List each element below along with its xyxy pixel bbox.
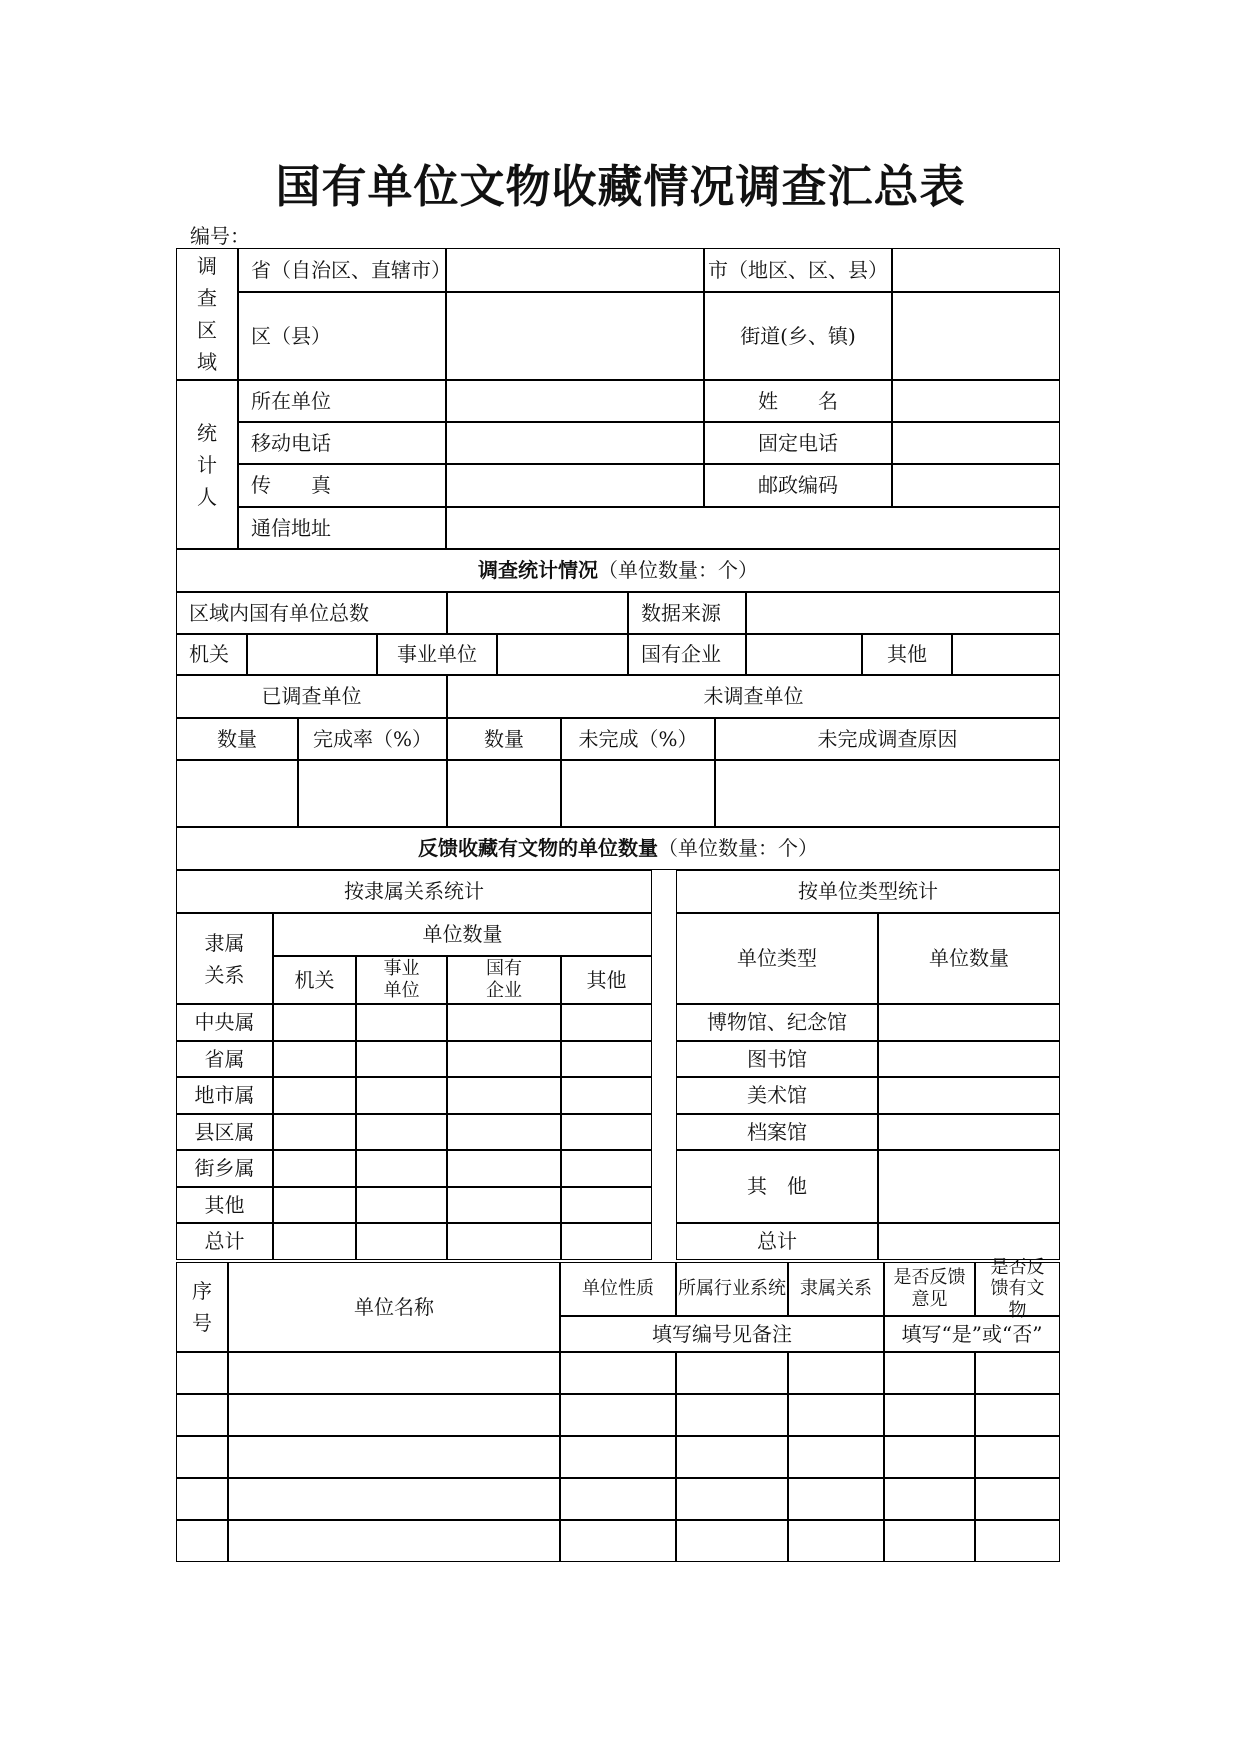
- institution-field[interactable]: [497, 634, 628, 675]
- row-label-central: 中央属: [176, 1004, 273, 1041]
- affiliation-count-cell[interactable]: [356, 1114, 447, 1150]
- listing-cell[interactable]: [560, 1394, 676, 1436]
- by-type-header: 按单位类型统计: [676, 870, 1060, 913]
- data-source-field[interactable]: [746, 592, 1060, 634]
- affiliation-col-header: 隶属关系: [788, 1262, 884, 1316]
- by-affiliation-header: 按隶属关系统计: [176, 870, 652, 913]
- listing-cell[interactable]: [884, 1520, 975, 1562]
- listing-cell[interactable]: [975, 1478, 1060, 1520]
- feedback-heading: [176, 827, 1060, 870]
- affiliation-count-cell[interactable]: [447, 1150, 561, 1187]
- unit-count-header: 单位数量: [273, 913, 652, 956]
- type-museum-label: 博物馆、纪念馆: [676, 1004, 878, 1041]
- feedback-heading-unit: （单位数量：个）: [658, 836, 818, 860]
- unit-count2-header: 单位数量: [878, 913, 1060, 1004]
- seq-header: [176, 1262, 228, 1352]
- row-label-provincial: 省属: [176, 1041, 273, 1077]
- affiliation-count-cell[interactable]: [561, 1150, 652, 1187]
- incomplete-rate-header: 未完成（%）: [561, 718, 715, 760]
- col-enterprise-header: [447, 956, 561, 1004]
- listing-cell[interactable]: [975, 1352, 1060, 1394]
- feedback-opinion-header: 是否反馈意见: [884, 1262, 975, 1316]
- listing-cell[interactable]: [884, 1352, 975, 1394]
- organ-field[interactable]: [247, 634, 377, 675]
- unit-nature-header: 单位性质: [560, 1262, 676, 1316]
- region-label-char: 查: [197, 286, 217, 310]
- listing-cell[interactable]: [788, 1352, 884, 1394]
- affiliation-count-cell[interactable]: [447, 1041, 561, 1077]
- statistician-label-char: 人: [197, 484, 217, 509]
- region-label: [176, 248, 238, 380]
- affiliation-count-cell[interactable]: [447, 1187, 561, 1223]
- affiliation-count-cell[interactable]: [356, 1077, 447, 1114]
- affiliation-count-cell[interactable]: [447, 1077, 561, 1114]
- affiliation-count-cell[interactable]: [356, 1150, 447, 1187]
- statistician-label: [176, 380, 238, 549]
- unit-type-header: 单位类型: [676, 913, 878, 1004]
- listing-cell[interactable]: [176, 1478, 228, 1520]
- city-field[interactable]: [892, 248, 1060, 292]
- city-label: 市（地区、区、县）: [704, 248, 892, 292]
- street-field[interactable]: [892, 292, 1060, 380]
- address-field[interactable]: [446, 507, 1060, 549]
- unit-label: 所在单位: [238, 380, 446, 422]
- affiliation-count-cell[interactable]: [356, 1187, 447, 1223]
- mobile-field[interactable]: [446, 422, 704, 464]
- unit-field[interactable]: [446, 380, 704, 422]
- listing-cell[interactable]: [176, 1436, 228, 1478]
- type-art-gallery-field[interactable]: [878, 1077, 1060, 1114]
- affiliation-count-cell[interactable]: [356, 1004, 447, 1041]
- row-label-other: 其他: [176, 1187, 273, 1223]
- unsurveyed-qty-field[interactable]: [447, 760, 561, 827]
- surveyed-qty-header: 数量: [176, 718, 298, 760]
- region-label-char: 域: [197, 350, 217, 374]
- affiliation-count-cell[interactable]: [561, 1223, 652, 1260]
- affiliation-count-cell[interactable]: [447, 1223, 561, 1260]
- listing-cell[interactable]: [884, 1436, 975, 1478]
- col-enterprise-line: 企业: [486, 980, 522, 1001]
- statistician-label-char: 计: [197, 452, 217, 477]
- listing-cell[interactable]: [176, 1520, 228, 1562]
- listing-cell[interactable]: [228, 1478, 560, 1520]
- completion-rate-header: 完成率（%）: [298, 718, 447, 760]
- statistician-label-char: 统: [197, 420, 217, 445]
- row-label-street: 街乡属: [176, 1150, 273, 1187]
- survey-heading: [176, 549, 1060, 592]
- listing-cell[interactable]: [676, 1394, 788, 1436]
- row-label-county: 县区属: [176, 1114, 273, 1150]
- affiliation-header-line: 关系: [204, 962, 245, 987]
- listing-cell[interactable]: [228, 1352, 560, 1394]
- surveyed-units-label: 已调查单位: [176, 675, 447, 718]
- enterprise-field[interactable]: [746, 634, 862, 675]
- data-source-label: 数据来源: [628, 592, 746, 634]
- name-field[interactable]: [892, 380, 1060, 422]
- listing-cell[interactable]: [788, 1436, 884, 1478]
- survey-heading-unit: （单位数量：个）: [598, 558, 758, 582]
- seq-header-char: 号: [192, 1311, 212, 1335]
- fill-yesno-note: 填写“是”或“否”: [884, 1316, 1060, 1352]
- name-label: 姓 名: [704, 380, 892, 422]
- surveyed-qty-field[interactable]: [176, 760, 298, 827]
- type-library-label: 图书馆: [676, 1041, 878, 1077]
- incomplete-reason-header: 未完成调查原因: [715, 718, 1060, 760]
- listing-cell[interactable]: [975, 1520, 1060, 1562]
- col-institution-header: [356, 956, 447, 1004]
- organ-label: 机关: [176, 634, 247, 675]
- district-field[interactable]: [446, 292, 704, 380]
- affiliation-count-cell[interactable]: [561, 1077, 652, 1114]
- listing-cell[interactable]: [788, 1394, 884, 1436]
- listing-cell[interactable]: [176, 1352, 228, 1394]
- unit-name-header: 单位名称: [228, 1262, 560, 1352]
- feedback-relics-header: 是否反馈有文物: [975, 1262, 1060, 1316]
- street-label: 街道(乡、镇): [704, 292, 892, 380]
- type-library-field[interactable]: [878, 1041, 1060, 1077]
- affiliation-count-cell[interactable]: [561, 1114, 652, 1150]
- feedback-heading-title: 反馈收藏有文物的单位数量: [418, 836, 658, 860]
- listing-cell[interactable]: [975, 1436, 1060, 1478]
- province-label: 省（自治区、直辖市）: [238, 248, 446, 292]
- serial-number-label: 编号：: [190, 224, 250, 248]
- affiliation-count-cell[interactable]: [561, 1041, 652, 1077]
- enterprise-label: 国有企业: [628, 634, 746, 675]
- listing-cell[interactable]: [176, 1394, 228, 1436]
- total-units-label: 区域内国有单位总数: [176, 592, 447, 634]
- listing-cell[interactable]: [788, 1520, 884, 1562]
- phone-field[interactable]: [892, 422, 1060, 464]
- affiliation-count-cell[interactable]: [273, 1150, 356, 1187]
- col-institution-line: 事业: [383, 958, 420, 980]
- affiliation-count-cell[interactable]: [273, 1114, 356, 1150]
- affiliation-count-cell[interactable]: [447, 1114, 561, 1150]
- survey-heading-title: 调查统计情况: [478, 558, 598, 582]
- institution-label: 事业单位: [377, 634, 497, 675]
- col-other-header: 其他: [561, 956, 652, 1004]
- affiliation-count-cell[interactable]: [273, 1004, 356, 1041]
- affiliation-header-line: 隶属: [204, 930, 245, 955]
- address-label: 通信地址: [238, 507, 446, 549]
- affiliation-count-cell[interactable]: [273, 1223, 356, 1260]
- type-other-field[interactable]: [878, 1150, 1060, 1223]
- incomplete-rate-field[interactable]: [561, 760, 715, 827]
- fill-code-note: 填写编号见备注: [560, 1316, 884, 1352]
- listing-cell[interactable]: [676, 1352, 788, 1394]
- region-label-char: 调: [197, 254, 217, 278]
- postcode-field[interactable]: [892, 464, 1060, 507]
- type-museum-field[interactable]: [878, 1004, 1060, 1041]
- affiliation-count-cell[interactable]: [356, 1041, 447, 1077]
- col-institution-line: 单位: [383, 980, 420, 1001]
- type-total-label: 总计: [676, 1223, 878, 1260]
- region-label-char: 区: [197, 318, 217, 342]
- postcode-label: 邮政编码: [704, 464, 892, 507]
- affiliation-count-cell[interactable]: [356, 1223, 447, 1260]
- page-title: 国有单位文物收藏情况调查汇总表: [275, 160, 966, 213]
- listing-cell[interactable]: [560, 1436, 676, 1478]
- listing-cell[interactable]: [676, 1478, 788, 1520]
- seq-header-char: 序: [192, 1279, 212, 1303]
- affiliation-count-cell[interactable]: [273, 1041, 356, 1077]
- fax-label: 传 真: [238, 464, 446, 507]
- province-field[interactable]: [446, 248, 704, 292]
- industry-system-header: 所属行业系统: [676, 1262, 788, 1316]
- unsurveyed-units-label: 未调查单位: [447, 675, 1060, 718]
- other-field[interactable]: [952, 634, 1060, 675]
- fax-field[interactable]: [446, 464, 704, 507]
- row-label-prefecture: 地市属: [176, 1077, 273, 1114]
- type-archive-field[interactable]: [878, 1114, 1060, 1150]
- type-art-gallery-label: 美术馆: [676, 1077, 878, 1114]
- listing-cell[interactable]: [975, 1394, 1060, 1436]
- listing-cell[interactable]: [228, 1436, 560, 1478]
- total-units-field[interactable]: [447, 592, 628, 634]
- listing-cell[interactable]: [788, 1478, 884, 1520]
- completion-rate-field[interactable]: [298, 760, 447, 827]
- affiliation-count-cell[interactable]: [561, 1187, 652, 1223]
- affiliation-count-cell[interactable]: [273, 1187, 356, 1223]
- listing-cell[interactable]: [560, 1352, 676, 1394]
- affiliation-header: [176, 913, 273, 1004]
- row-label-total: 总计: [176, 1223, 273, 1260]
- listing-cell[interactable]: [884, 1478, 975, 1520]
- type-other-label: 其 他: [676, 1150, 878, 1223]
- col-enterprise-line: 国有: [486, 958, 522, 980]
- type-archive-label: 档案馆: [676, 1114, 878, 1150]
- affiliation-count-cell[interactable]: [447, 1004, 561, 1041]
- listing-cell[interactable]: [560, 1520, 676, 1562]
- type-total-field[interactable]: [878, 1223, 1060, 1260]
- affiliation-count-cell[interactable]: [561, 1004, 652, 1041]
- listing-cell[interactable]: [676, 1436, 788, 1478]
- other-label: 其他: [862, 634, 952, 675]
- unsurveyed-qty-header: 数量: [447, 718, 561, 760]
- listing-cell[interactable]: [884, 1394, 975, 1436]
- mobile-label: 移动电话: [238, 422, 446, 464]
- listing-cell[interactable]: [676, 1520, 788, 1562]
- listing-cell[interactable]: [228, 1394, 560, 1436]
- phone-label: 固定电话: [704, 422, 892, 464]
- affiliation-count-cell[interactable]: [273, 1077, 356, 1114]
- listing-cell[interactable]: [228, 1520, 560, 1562]
- district-label: 区（县）: [238, 292, 446, 380]
- incomplete-reason-field[interactable]: [715, 760, 1060, 827]
- listing-cell[interactable]: [560, 1478, 676, 1520]
- col-organ-header: 机关: [273, 956, 356, 1004]
